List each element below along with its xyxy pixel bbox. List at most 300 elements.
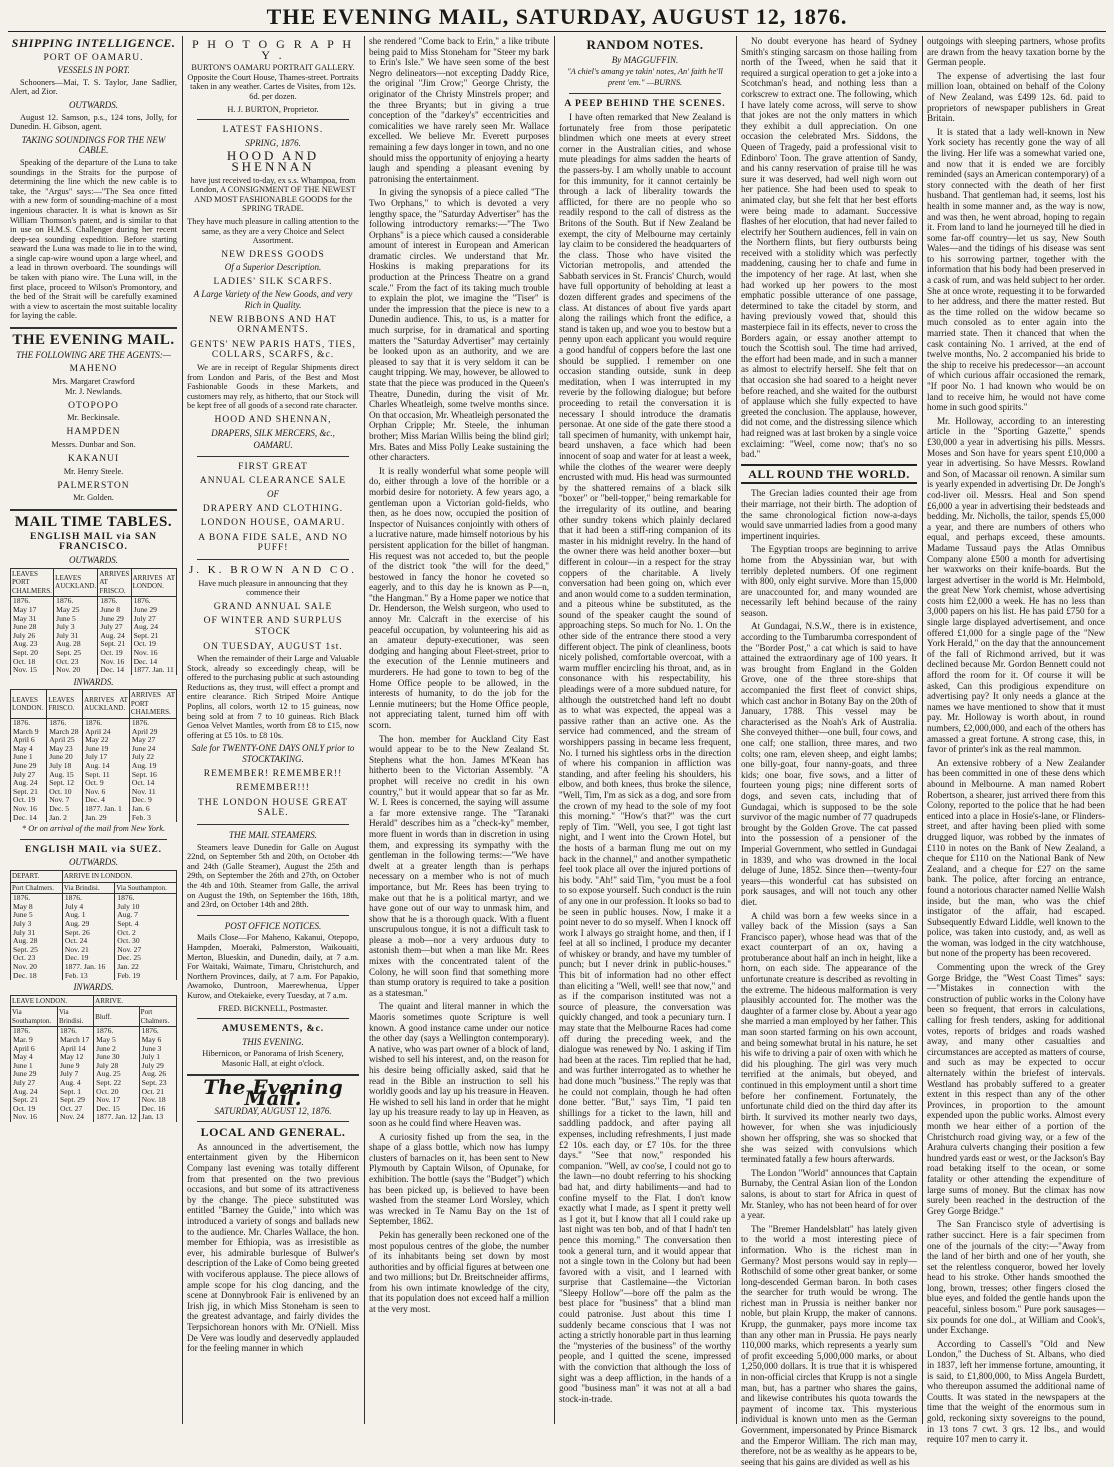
table-cell: Aug. 24	[11, 779, 47, 788]
world-heading: ALL ROUND THE WORLD.	[748, 466, 910, 481]
column-2	[183, 36, 363, 1424]
table-cell: May 8	[11, 903, 63, 912]
table-row	[11, 894, 177, 903]
table-cell: June 5	[54, 615, 98, 624]
table-cell: July 22	[129, 753, 176, 762]
winter-stock: OF WINTER AND SURPLUS STOCK	[203, 616, 343, 637]
divider	[197, 915, 349, 916]
clearance-sale: ANNUAL CLEARANCE SALE	[199, 476, 347, 487]
table-cell: Oct. 10	[47, 788, 83, 797]
suez-inwards-table	[10, 995, 177, 1122]
table-cell: March 17	[57, 1036, 93, 1045]
agents-label: THE FOLLOWING ARE THE AGENTS:—	[16, 349, 171, 360]
divider	[197, 824, 349, 825]
dress-goods: NEW DRESS GOODS	[221, 249, 325, 260]
table-cell: Sept. 25	[11, 946, 63, 955]
table-row	[11, 946, 177, 955]
grand-sale: GRAND ANNUAL SALE	[213, 601, 333, 612]
table-cell: Sept. 23	[139, 1079, 176, 1088]
table-cell: Oct. 21	[139, 1088, 176, 1097]
article-paragraph: No doubt everyone has heard of Sydney Smith's stinging sarcasm on those hailing from north of the Tweed, when he said that it required a surgical operation to get a joke into a Scotchman's head, and nothing less than a corkscrew to extract one. The following, which I have lately come across, will serve to show that jokes are not the only matters in which they exhibit a dull appreciation. On one occasion the celebrated Mrs. Siddons, the Queen of Tragedy, paid a professional visit to Edinboro' Toon. The grave attention of Sandy, and his canny reservation of praise till he was sure it was deserved, had well nigh worn out her patience. She had been used to speak to animated clay, but she felt that her best efforts were being made to adamant. Successive flashes of her elocution, that had never failed to electrify her Southern audiences, fell in vain on the Northern flints, but fiery outbursts being received with a stolidity which was perfectly maddening, causing her to chafe and fume in the impotency of her rage. At last, when she had worked up her powers to the most emphatic possible utterance of one passage, determined to take the citadel by storm, and having previously vowed that, should this masterpiece fail in its effects, never to cross the Borders again, or essay another attempt to touch the Scottish soul. The time had arrived, the effort had been made, and in such a manner as almost to electrify herself. She felt that on that occasion she had soared to a height never before reached, and she waited for the outburst of applause which she fully expected to have greeted the conclusion. The applause, however, did not come, and the distressing silence which had reigned was at last broken by a single voice exclaiming: "Weel, come now; that's no so bad."	[741, 36, 917, 460]
table-cell: Sept. 25	[54, 649, 98, 658]
tuesday: ON TUESDAY, AUGUST 1st.	[203, 641, 343, 652]
table-cell: June 24	[129, 745, 176, 754]
table-cell: July 27	[131, 615, 176, 624]
agent-place: HAMPDEN	[66, 427, 121, 438]
table-cell: Oct. 20	[94, 1088, 140, 1097]
table-cell: July 28	[94, 1062, 140, 1071]
table-cell: Nov. 6	[83, 788, 130, 797]
hood-heading: HOOD AND SHENNAN	[226, 148, 320, 174]
article-paragraph: The San Francisco style of advertising is rather succinct. Here is a fair specimen from one of the journals of the city:—"Away from the land of her birth and one of her youth, she set the relentless conqueror, bowed her lovely head to his stroke. Other hands smoothed the long, brown, tresses; other fingers closed the blue eyes, and folded the gentle hands upon the peaceful, sinless bosom." Pure pork sausages—six pounds for one dol., at William and Cook's, under Exchange.	[927, 1219, 1105, 1336]
table-cell: Sept. 20	[11, 649, 54, 658]
sf-inwards-table	[10, 689, 177, 822]
cable-text: Speaking of the departure of the Luna to take soundings in the Straits for the purpose of determining the line which the new cable is to take, the "Argus" says:—"The Sea once fitted with a new form of sounding-machine of a most ingenious character. It is what is known as Sir William Thomson's patent, and is similar to that in use on H.M.S. Challenger during her recent deep-sea sounding expedition. Before starting seaward the Luna was made to lie in to the wind, a single cap-wire wound upon a large wheel, and a lead in thrown overboard. The soundings will be taken with piano wire. The Luna will, in the first place, proceed to Wilson's Promontory, and the bed of the Strait will be carefully examined with a view to ascertain the most suitable locality for laying the cable.	[10, 157, 177, 321]
table-cell: Aug. 25	[94, 1070, 140, 1079]
sf-inwards: INWARDS.	[73, 676, 114, 687]
table-cell: Jan. 2	[47, 814, 83, 823]
table-row	[11, 920, 177, 929]
table-cell: Dec. 14	[131, 658, 176, 667]
column-3	[365, 36, 553, 1424]
table-cell: Oct. 18	[11, 658, 54, 667]
table-cell: 1877. Jan. 1	[83, 805, 130, 814]
article-paragraph: A child was born a few weeks since in a valley back of the Mission (says a San Francisco paper), whose head was that of the exact counterpart of an ox, having a protuberance about half an inch in height, like a horn, on each side. The appearance of the unfortunate creature is described as revolting in the extreme. The hideous malformation is very plausibly accounted for. The mother was the daughter of a farmer close by. About a year ago she married a man employed by her father. This man soon started farming on his own account, and being somewhat brutal in his nature, he set his wife to driving a pair of oxen with which he did his ploughing. The girl was very much terrified at the animals, but obeyed, and continued in this employment until a short time before her confinement. Fortunately, the unfortunate child died on the third day after its birth. It survived its mother nearly two days, however, for when she was injudiciously shown her offspring, she was so shocked that she was seized with convulsions which terminated fatally a few hours afterwards.	[741, 910, 917, 1165]
table-cell: April 6	[11, 1045, 58, 1054]
table-cell: Dec. 16	[139, 1105, 176, 1114]
table-cell: June 8	[98, 606, 131, 615]
epigraph: "A chiel's amang ye takin' notes, An' faith he'll prent 'em." —BURNS.	[567, 67, 723, 87]
table-cell: Aug. 24	[131, 623, 176, 632]
hats: GENTS' NEW PARIS HATS, TIES, COLLARS, SCARFS, &c.	[190, 339, 356, 361]
outwards-label: OUTWARDS.	[68, 99, 119, 110]
table-cell: June 29	[98, 615, 131, 624]
table-cell: Aug. 29	[62, 920, 114, 929]
sf-outwards-table	[10, 568, 177, 675]
brown-text: Have much pleasure in announcing that they commence their	[198, 578, 348, 598]
first-great: FIRST GREAT	[238, 461, 308, 472]
table-header-cell: ARRIVES AT FRISCO.	[98, 568, 131, 597]
agent-place: KAKANUI	[67, 454, 120, 464]
table-cell: Dec. 19	[62, 954, 114, 963]
table-row	[11, 1113, 177, 1122]
divider	[197, 1121, 349, 1122]
table-cell: May 25	[54, 606, 98, 615]
table-cell: Sept. 22	[94, 1079, 140, 1088]
table-row	[11, 666, 177, 675]
mail-tables-heading: MAIL TIME TABLES.	[14, 514, 173, 531]
article-paragraph: An extensive robbery of a New Zealander has been committed in one of these dens which abound in Melbourne. A man named Robert Robertson, a shearer, just arrived there from this Colony, reported to the police that he had been enticed into a place in Hosie's-lane, or Flinders-street, and after having been plied with some drugged liquor, was robbed by the inmates of £110 in notes on the Bank of New Zealand, a cheque for £110 on the National Bank of New Zealand, and a cheque for £27 on the same bank. The police, after forcing an entrance, found a notorious character named Nellie Walsh inside, but the man, who was the chief instigator of the affair, had escaped. Subsequently Edward Liddle, well known to the police, was taken into custody, and, as well as the woman, was lodged in the city watchhouse, but none of the property has been recovered.	[927, 757, 1105, 959]
article-paragraph: According to Cassell's "Old and New London," the Duchess of St. Albans, who died in 1837, left her immense fortune, amounting, it is said, to £1,800,000, to Miss Angela Burdett, who thereupon assumed the additional name of Coutts. It was stated in the newspapers at the time that the weight of the enormous sum in gold, reckoning sixty sovereigns to the pound, in 13 tons 7 cwt. 3 qrs. 12 lbs., and would require 107 men to carry it.	[927, 1338, 1105, 1445]
post-heading: POST OFFICE NOTICES.	[224, 920, 322, 931]
table-cell: July 18	[47, 762, 83, 771]
agents-list	[10, 364, 177, 503]
table-cell: Oct. 30	[115, 937, 177, 946]
sf-heading: ENGLISH MAIL via SAN FRANCISCO.	[30, 531, 157, 553]
port-heading: PORT OF OAMARU.	[43, 52, 144, 63]
table-cell: April 14	[57, 1045, 93, 1054]
table-header-cell: LEAVES FRISCO.	[47, 690, 83, 719]
remember-2: REMEMBER!!!	[236, 783, 310, 794]
article-paragraph: The Egyptian troops are beginning to arrive home from the Abyssinian war, but with terribly depleted numbers. Of one regiment with 800, only eight survive. More than 15,000 are unaccounted for, and many wounded are necessarily left behind because of the rainy season.	[741, 544, 917, 618]
table-cell: April 25	[47, 736, 83, 745]
table-cell: Nov. 11	[129, 788, 176, 797]
suez-outwards-table	[10, 870, 177, 980]
table-cell: Oct. 24	[62, 937, 114, 946]
table-cell: June 28	[11, 623, 54, 632]
table-cell: Dec. 18	[11, 972, 63, 981]
article-paragraph: she rendered "Come back to Erin," a like tribute being paid to Miss Stoneham for "Steer my bark to Erin's Isle." We have seen some of the best Negro delineators—not excepting Daddy Rice, the original "Jim Crow;" George Christy, the originator of the Christy Minstrels proper; and the three Bryants; but in giving a true conception of the "darkey's" eccentricities and comicalities we have rarely seen Mr. Wallace excelled. We believe Mr. Everett purposes remaining a few days longer in town, and no one should miss the opportunity of enjoying a hearty laugh and spending a pleasant evening by patronising the entertainment.	[369, 36, 549, 184]
hood-sign: HOOD AND SHENNAN,	[214, 415, 332, 425]
hood-sign-3: OAMARU.	[253, 440, 293, 451]
table-cell: Feb. 3	[129, 814, 176, 823]
table-cell: July 3	[54, 623, 98, 632]
table-cell: 1876.	[83, 719, 130, 728]
divider	[197, 1018, 349, 1019]
article-paragraph: The London "World" announces that Captain Burnaby, the Central Asian lion of the London salons, is about to start for Africa in quest of Mr. Stanley, who has not been heard of for over a year.	[741, 1167, 917, 1221]
amusements-heading: AMUSEMENTS, &c.	[221, 1024, 325, 1035]
table-cell: Nov. 16	[131, 649, 176, 658]
table-cell: Nov. 16	[98, 658, 131, 667]
london-house: LONDON HOUSE, OAMARU.	[200, 518, 346, 529]
table-header-cell: ARRIVES AT LONDON.	[131, 568, 176, 597]
table-cell: Jan. 22	[115, 963, 177, 972]
table-cell: June 3	[139, 1045, 176, 1054]
silk-scarfs: LADIES' SILK SCARFS.	[213, 276, 333, 287]
table-header-cell: Port Chalmers.	[139, 1007, 176, 1027]
steamers-heading: THE MAIL STEAMERS.	[228, 830, 318, 840]
cable-heading: TAKING SOUNDINGS FOR THE NEW CABLE.	[21, 134, 166, 156]
hood-text-2: They have much pleasure in calling attention to the same, as they are a very Choice and Select Assortment.	[187, 216, 359, 246]
table-cell: Aug. 15	[47, 771, 83, 780]
table-cell: May 6	[139, 1036, 176, 1045]
article-paragraph: In giving the synopsis of a piece called "The Two Orphans," to which is devoted a very lengthy space, the "Saturday Advertiser" has the following introductory remarks:—"The Two Orphans" is a piece which caused a considerable amount of interest in European and American dramatic circles. We understand that Mr. Hoskins is making preparations for its production at the Princess Theatre on a grand scale." From the fact of its taking much trouble to explain the plot, we imagine the "Tiser" is under the impression that the piece is new to a Dunedin audience. This, to us, is a matter for much surprise, for in dramatical and sporting matters the "Saturday Advertiser" may certainly be looked upon as an authority, and we are pleased to say that it is very seldom it can be caught tripping. We may, however, be allowed to state that the piece was produced in the Queen's Theatre, Dunedin, during the visit of Mr. Charles Wheatleigh, some twelve months since. On that occasion, Mr. Wheatleigh personated the Orphan Cripple; Mr. Steele, the inhuman brother; Miss Marian Willis being the blind girl; Mrs. Bates and Miss Polly Leake sustaining the other characters.	[369, 187, 549, 463]
table-cell: Sept. 1	[57, 1088, 93, 1097]
sf-outwards: OUTWARDS.	[68, 554, 119, 565]
table-cell: 1876.	[11, 1027, 58, 1036]
table-header-cell: ARRIVES AT AUCKLAND.	[83, 690, 130, 719]
table-cell: Oct. 19	[98, 649, 131, 658]
amusements-text: Hibernicon, or Panorama of Irish Scenery, Masonic Hall, at eight o'clock.	[202, 1049, 344, 1068]
peep-heading: A PEEP BEHIND THE SCENES.	[564, 99, 726, 110]
table-cell: Nov. 17	[94, 1096, 140, 1105]
steamers-text: Steamers leave Dunedin for Galle on August 22nd, on September 5th and 20th, on October 4th and 24th (Galle Steamer), August the 25th and 29th, on September the 26th and 27th, on October the 4th and 10th. Steamer from Galle, the arrival on August the 19th, on September the 16th, 18th, and 23rd, on October 14th and 28th.	[187, 842, 359, 910]
table-cell: Nov. 24	[57, 1113, 93, 1122]
table-cell: May 23	[47, 745, 83, 754]
table-cell: Nov. 16	[11, 805, 47, 814]
dress-sub: Of a Superior Description.	[224, 262, 322, 273]
table-row	[11, 903, 177, 912]
table-header-cell: Bluff.	[94, 1007, 140, 1027]
table-cell: 1876.	[11, 719, 47, 728]
table-cell: July 29	[139, 1062, 176, 1071]
table-cell: Sept. 21	[131, 632, 176, 641]
photo-heading: P H O T O G R A P H Y .	[191, 37, 355, 62]
table-cell: Dec. 25	[115, 954, 177, 963]
table-cell: Aug. 4	[57, 1079, 93, 1088]
table-cell: July 27	[11, 1079, 58, 1088]
table-cell: June 1	[11, 753, 47, 762]
column-4	[555, 36, 735, 1424]
table-cell: July 27	[98, 623, 131, 632]
table-header-cell: Via Southampton.	[115, 882, 177, 894]
agent-names: Messrs. Dunbar and Son.	[51, 440, 136, 449]
table-cell: April 24	[83, 728, 130, 737]
table-cell: Dec. 14	[11, 814, 47, 823]
random-notes-heading: RANDOM NOTES.	[586, 37, 704, 52]
table-cell: Mar. 9	[11, 1036, 58, 1045]
table-cell: June 29	[131, 606, 176, 615]
column-1	[6, 36, 181, 1424]
table-cell: Oct. 9	[83, 779, 130, 788]
sf-note: * Or on arrival of the mail from New York.	[21, 824, 166, 834]
table-cell: Nov. 20	[54, 666, 98, 675]
table-cell: June 1	[11, 1062, 58, 1071]
bona-fide: A BONA FIDE SALE, AND NO PUFF!	[198, 532, 348, 554]
post-text: Mails Close—For Maheno, Kakanui, Otepopo, Hampden, Moeraki, Palmerston, Waikouaiti, Merton, Blueskin, and Dunedin, daily, at 7 a.m. For Waitaki, Waimate, Timaru, Christchurch, and Northern Provinces, daily, at 7 a.m. For Papakio, Awamoko, Duntroon, Maerewhenua, Upper Kurow, and Otekaieke, every Tuesday, at 7 a.m.	[187, 933, 359, 1000]
table-row	[11, 911, 177, 920]
table-cell: Jan. 6	[129, 805, 176, 814]
paper-title: The Evening Mail.	[203, 1075, 343, 1111]
table-cell: June 19	[83, 745, 130, 754]
table-cell: 1876.	[11, 894, 63, 903]
table-cell: June 5	[11, 911, 63, 920]
table-cell: Nov. 18	[139, 1096, 176, 1105]
agent-place: MAHENO	[69, 364, 118, 375]
paper-date: SATURDAY, AUGUST 12, 1876.	[214, 1105, 332, 1116]
table-cell: July 4	[62, 903, 114, 912]
table-cell: April 6	[11, 736, 47, 745]
table-cell: 1876.	[129, 719, 176, 728]
table-cell: Dec. 15	[94, 1105, 140, 1114]
article-paragraph: Commenting upon the wreck of the Grey Gorge Bridge, the "West Coast Times" says:—"Mistakes in connection with the construction of public works in the Colony have been so frequent, that errors in calculations, calling for fresh tenders, asking for additional votes, reports of bridges and roads washed away, and many other casualties and circumstances are accepted as matters of course, and such as may be expected to occur alternately within the briefest of intervals. Westland has probably suffered to a greater extent in this respect than any of the other Provinces, in proportion to the amount expended upon the public works. Almost every month we hear either of a portion of the Christchurch road giving way, or a few of the Arahura culverts changing their position a few hundred yards east or west, or the Jackson's Bay road betaking itself to the ocean, or some fatality or other attending the expenditure of large sums of money. But the climax has now surely been reached in the destruction of the Grey Gorge Bridge."	[927, 962, 1105, 1216]
article-paragraph: A curiosity fished up from the sea, in the shape of a glass bottle, which now has lumpy clusters of barnacles on it, has been sent to New Plymouth by Captain Wilson, of Opunake, for exhibition. The bottle (says the "Budget") which has been picked up, is believed to have been washed from the steamer Lord Worsley, which was wrecked in Te Namu Bay on the 1st of September, 1862.	[369, 1131, 549, 1227]
local-heading: LOCAL AND GENERAL.	[200, 1125, 346, 1140]
table-cell: 1877. Jan. 11	[131, 666, 176, 675]
table-cell: July 26	[11, 632, 54, 641]
table-cell: Nov. 21	[62, 946, 114, 955]
outwards-text: August 12. Samson, p.s., 124 tons, Jolly, for Dunedin. H. Gibson, agent.	[10, 112, 177, 132]
this-evening: THIS EVENING.	[242, 1036, 304, 1047]
table-cell: 1877. Jan. 16	[62, 963, 114, 972]
table-cell: May 4	[11, 1053, 58, 1062]
table-cell: March 28	[47, 728, 83, 737]
table-cell: Sept. 11	[83, 771, 130, 780]
table-cell: Dec. 9	[129, 796, 176, 805]
table-row	[11, 972, 177, 981]
column-5	[737, 36, 921, 1467]
table-cell: Aug. 24	[11, 1088, 58, 1097]
ribbons: NEW RIBBONS AND HAT ORNAMENTS.	[209, 314, 337, 336]
table-cell: May 22	[83, 736, 130, 745]
table-cell: Sept. 21	[98, 640, 131, 649]
table-cell: Sept. 21	[11, 788, 47, 797]
agent-names: Mrs. Margaret Crawford Mr. J. Newlands.	[52, 376, 135, 396]
table-cell: Feb. 19	[115, 972, 177, 981]
table-cell: May 17	[11, 606, 54, 615]
table-cell: Sept. 29	[57, 1096, 93, 1105]
table-cell: Aug. 28	[54, 640, 98, 649]
table-cell: Aug. 19	[129, 762, 176, 771]
table-header-cell: ARRIVE IN LONDON.	[62, 870, 176, 882]
table-cell: July 17	[83, 753, 130, 762]
spring-label: SPRING, 1876.	[245, 137, 301, 148]
world-heading-box	[741, 464, 917, 485]
table-cell: May 12	[57, 1053, 93, 1062]
article-paragraph: It is really wonderful what some people will do, either through a love of the horrible or a morbid desire for notoriety. A few years ago, a gentleman upon a Victorian gold-fields, who then, as he does now, occupied the position of Inspector of Nuisances conjointly with others of a lucrative nature, made himself notorious by his persistent application for the billet of hangman. His request was not acceded to, but the people of the district took "the will for the deed," bestowed in fancy the honor he coveted so eagerly, and to this day he is known as P—n, "the Hangman." By a Home paper we notice that Dr. Henderson, the Welsh surgeon, who used to annoy Mr. Calcraft in the exercise of his peaceful occupation, by volunteering his aid as an amateur deputy-executioner, was seen dodging and hanging about Fleet-street, prior to the execution of the Lennie mutineers and murderers. He had gone to town to beg of the Home Office people to be allowed, in the interests of humanity, to do the job for the Lennie mutineers; but the Home Office people, not appreciating talent, turned him off with scorn.	[369, 465, 549, 730]
article-paragraph: The "Bremer Handelsblatt" has lately given to the world a most interesting piece of information. Who is the richest man in Germany? Most persons would say in reply—Rothschild of some other great banker, or some long-descended German baron. In both cases the searcher for truth would be wrong. The richest man in Prussia is neither banker nor noble, but plain Krupp, the maker of cannons. Krupp, the gunmaker, pays more income tax than any other man in Prussia. He pays nearly 110,000 marks, which represents a yearly sum of profit exceeding 5,000,000 marks, or about 1,250,000 dollars. It is true that it is whispered in non-official circles that Krupp is not a single man, but, has a partner who shares the gains, and likewise contributes his quota towards the payment of income tax. This mysterious individual is known unto men as the German Government, impersonated by Prince Bismarck and the Emperor William. The rich man may, therefore, not be as wealthy as he appears to be, seeing that his gains are divided as well as his	[741, 1223, 917, 1467]
table-header-cell: Port Chalmers.	[11, 882, 63, 894]
table-cell: May 31	[11, 615, 54, 624]
drapery: DRAPERY AND CLOTHING.	[202, 503, 344, 514]
table-header-cell: LEAVES AUCKLAND.	[54, 568, 98, 597]
article-paragraph: At Gundagai, N.S.W., there is in existence, according to the Tumbarumba correspondent of the "Border Post," a cat which is said to have attained the extraordinary age of 100 years. It was brought from England in the Golden Grove, one of the three store-ships that accompanied the first fleet of convict ships, which cast anchor in Botany Bay on the 20th of January, 1788. This vessel may be characterised as the Noah's Ark of Australia. She conveyed thither—one bull, four cows, and one calf; one stallion, three mares, and two colts; one ram, eleven sheep, and eight lambs; one billy-goat, four nanny-goats, and three kids; one boar, five sows, and a litter of fourteen young pigs; nine different sorts of dogs, and seven cats, including that of Gundagai, which is supposed to be the sole survivor of the magic number of 77 quadrupeds brought by the Golden Grove. The cat passed into the possession of a pensioner of the Imperial Government, who settled in Gundagai in 1839, and who was drowned in the local deluge of June, 1852. Since then—twenty-four years—this wonderful cat has subsisted on pork sausages, and will not touch any other diet.	[741, 621, 917, 907]
table-cell: May 5	[94, 1036, 140, 1045]
table-cell: Oct. 19	[11, 1105, 58, 1114]
table-header-cell: LEAVES PORT CHALMERS.	[11, 568, 54, 597]
table-cell: Sept. 26	[62, 929, 114, 938]
great-sale: THE LONDON HOUSE GREAT SALE.	[198, 797, 348, 819]
evening-mail-heading: THE EVENING MAIL.	[12, 332, 175, 349]
article-paragraph: outgoings with sleeping partners, whose profits are drawn from the heavy taxation borne by the German people.	[927, 36, 1105, 68]
table-header-cell: Via Southampton.	[11, 1007, 58, 1027]
table-cell: July 3	[11, 920, 63, 929]
table-cell: Aug. 1	[62, 911, 114, 920]
of-label: OF	[267, 488, 279, 499]
hood-text: have just received to-day, ex s.s. Whampoa, from London, A CONSIGNMENT OF THE NEWEST AND MOST FASHIONABLE GOODS for the SPRING TRADE.	[190, 175, 356, 214]
table-cell: 1876.	[47, 719, 83, 728]
table-cell: 1876.	[57, 1027, 93, 1036]
table-cell: Dec. 5	[47, 805, 83, 814]
table-header-cell: DEPART.	[11, 870, 63, 882]
hood-body: We are in receipt of Regular Shipments direct from London and Paris, of the Best and Most Fashionable Goods in these Markets, and customers may rely, as hitherto, that our Stock will be kept free of all goods of a second rate character.	[187, 363, 359, 411]
sale-for: Sale for TWENTY-ONE DAYS ONLY prior to STOCKTAKING.	[191, 743, 355, 765]
table-cell: Aug. 24	[98, 632, 131, 641]
table-cell: Sept. 16	[129, 771, 176, 780]
table-cell: Jan. 13	[139, 1113, 176, 1122]
table-cell: July 7	[57, 1070, 93, 1079]
table-header-cell: LEAVES LONDON.	[11, 690, 47, 719]
table-cell: Dec. 4	[83, 796, 130, 805]
local-text: As announced in the advertisement, the entertainment given by the Hibernicon Company last evening was totally different from that presented on the two previous occasions, and but some of its attractiveness by the change. The piece substituted was entitled "Barney the Guide," into which was introduced a variety of songs and ballads new to the audience. Mr. Charles Wallace, the hon. member for Ethiopia, was as irresistible as ever, his admirable burlesque of Bulwer's description of the Lake of Como being greeted with vociferous applause. The piece allows of ample scope for his clog dancing, and the scene at Donnybrook Fair is enlivened by an Irish jig, in which Miss Stoneham is seen to the greatest advantage, and fairly divides the Terpsichorean honors with Mr. O'Niell. Miss De Vere was loudly and deservedly applauded for the feeling manner in which	[187, 1141, 359, 1354]
table-cell: July 10	[115, 903, 177, 912]
suez-outwards: OUTWARDS.	[68, 857, 119, 868]
divider	[197, 456, 349, 457]
table-cell: April 29	[129, 728, 176, 737]
article-paragraph: Mr. Holloway, according to an interesting article in the "Sporting Gazette," spends £30,000 a year in advertising his pills. Messrs. Moses and Son have for years spent £10,000 a year in advertising. So have Messrs. Rowland and Son, of Macassar oil renown. A similar sum is yearly expended in advertising Dr. De Jongh's cod-liver oil. Messrs. Heal and Son spend £6,000 a year in advertising their bedsteads and bedding. Mr. Nicholls, the tailor, spends £5,000 a year, and there are numbers of others who equal, and perhaps exceed, these amounts. Madame Tussaud pays the Atlas Omnibus Company alone £500 a month for advertising her waxworks on their knife-boards. But the largest advertiser in the world is Mr. Helmbold, the great New York chemist, whose advertising costs him £2,000 a week. He has no less than 3,000 papers on his list. He has paid £750 for a single large displayed advertisement, and once offered £1,000 for a single page of the "New York Herald," on the day that the announcement of the fall of Richmond arrived, but it was declined because Mr. Gordon Bennett could not afford the room for it. Of course it will be asked, Can this prodigious expenditure on advertising pay? It only needs a glance at the names we have mentioned to show that it must pay. Mr. Holloway is worth about, in round numbers, £2,000,000, and each of the others has amassed a great fortune. A strong case, this, in favor of printer's ink as the real mammon.	[927, 415, 1105, 755]
vessels-text: Schooners—Mai, T. S. Taylor, Jane Sadlier, Alert, ad Zior.	[10, 77, 177, 97]
table-cell: July 31	[11, 929, 63, 938]
divider	[197, 119, 349, 120]
table-cell: Oct. 23	[54, 658, 98, 667]
table-cell: Aug. 7	[115, 911, 177, 920]
masthead: THE EVENING MAIL, SATURDAY, AUGUST 12, 1876.	[266, 4, 848, 29]
table-cell: March 9	[11, 728, 47, 737]
table-cell: 1877. Jan. 12	[94, 1113, 140, 1122]
article-paragraph: The quaint and literal manner in which the Maoris sometimes quote Scripture is well known. A good instance came under our notice the other day (says a Wellington contemporary). A native, who was part owner of a block of land, wished to sell his interest, and, on the reason for his desire being officially asked, said that he read in the Bible an instruction to sell his worldly goods and lay up his treasure in Heaven. He wished to sell his land in order that he might lay up his treasure ready to lay up in Heaven, as soon as he could find where Heaven was.	[369, 1001, 549, 1128]
shipping-heading: SHIPPING INTELLIGENCE.	[11, 36, 176, 50]
divider	[10, 327, 177, 329]
table-cell: Nov. 16	[11, 1113, 58, 1122]
masthead-rule	[8, 31, 1106, 32]
agent-place: OTOPOPO	[68, 400, 119, 411]
table-cell: June 9	[57, 1062, 93, 1071]
agent-names: Mr. Beckinsale.	[67, 413, 120, 423]
table-cell: July 27	[11, 771, 47, 780]
table-row	[11, 814, 177, 823]
hood-sign-2: DRAPERS, SILK MERCERS, &c.,	[211, 427, 335, 438]
divider	[10, 509, 177, 511]
photo-text: BURTON'S OAMARU PORTRAIT GALLERY. Opposite the Court House, Thames-street. Portraits taken in any weather. Cartes de Visites, from 12s. 6d. per dozen.	[187, 63, 359, 101]
divider	[197, 559, 349, 560]
table-cell: Oct. 23	[11, 954, 63, 963]
table-cell: Nov. 27	[115, 946, 177, 955]
article-paragraph: The hon. member for Auckland City East would appear to be to the New Zealand St. Stephens what the hon. James M'Kean has hitherto been to the Victorian Assembly. "A prophet will receive no credit in his own country," but it would appear that so far as Mr. W. I. Rees is concerned, the saying will assume a far more extensive range. The "Taranaki Herald" describes him as a "check-ky" member, more fluent in words than in discretion in using them, and expressing its sympathy with the gentleman in the following terms:—"We have dwelt at a greater length than is perhaps necessary on a member who is not of much importance, but Mr. Rees has been trying to make out that he is a political martyr, and we have gone out of our way to unmask him, and show that he is a thorough quack. With a fluent unscrupulous tongue, it is not a difficult task to please a mob—nor a very arduous duty to astonish them—but when a man like Mr. Rees mixes with the concentrated talent of the Colony, he will soon find that something more than stump oratory is required to take a position as a statesman."	[369, 733, 549, 998]
byline: By MAGGUFFIN.	[611, 54, 679, 65]
silk-sub: A Large Variety of the New Goods, and very Rich in Quality.	[193, 289, 353, 311]
table-cell: 1876.	[54, 597, 98, 606]
article-paragraph: The Grecian ladies counted their age from their marriage, not their birth. The adoption of the same chronological fiction now-a-days would save unmarried ladies from a good many impertinent inquiries.	[741, 488, 917, 541]
brown-body: When the remainder of their Large and Valuable Stock, already so exceedingly cheap, will be offered to the purchasing public at such astounding Reductions as, they trust, will effect a prompt and entire clearance. Rich Striped Moire Antique Poplins, all colors, worth 12 to 15 guineas, now being sold at from 7 to 10 guineas. Rich Black Genoa Velvet Mantles, worth from £8 to £15, now offering at £5 10s. to £8 10s.	[187, 654, 359, 740]
table-header-cell: LEAVE LONDON.	[11, 995, 94, 1007]
table-cell: June 2	[94, 1045, 140, 1054]
remember: REMEMBER! REMEMBER!!	[203, 768, 343, 779]
table-cell: May 4	[11, 745, 47, 754]
table-cell: June 30	[94, 1053, 140, 1062]
table-header-cell: ARRIVES AT PORT CHALMERS.	[129, 690, 176, 719]
suez-heading: ENGLISH MAIL via SUEZ.	[24, 844, 163, 855]
suez-inwards: INWARDS.	[73, 982, 114, 993]
table-cell: Feb. 13	[62, 972, 114, 981]
table-cell: Sept. 4	[115, 920, 177, 929]
table-cell: 1876.	[98, 597, 131, 606]
article-paragraph: I have often remarked that New Zealand is fortunately free from those peripatetic blindmen which one meets at every street corner in the Australian cities, and whose mute pleadings for alms sadden the hearts of the passers-by. I am wholly unable to account for this immunity, for it cannot certainly be through a lack of liberality towards the afflicted, for there are no people who so readily respond to the call of distress as the Britons of the South. But if New Zealand be exempt, the city of Melbourne may certainly lay claim to be considered the headquarters of the class. Those who have visited the Victorian metropolis, and attended the Sabbath services in St. Francis' Church, would have full opportunity of beholding at least a dozen different grades and specimens of the class. At distances of about five yards apart along the railings which front the edifice, a stand is taken up, and woe you to bestow but a penny upon each applicant you would require a good handful of coppers before the last one should be supplied. I remember on one occasion standing outside, sunk in deep meditation, when I was interrupted in my reverie by the following dialogue; but before proceeding to retail the conversation it is necessary I should introduce the dramatis personae. At one side of the gate there stood a tall specimen of humanity, with unkempt hair, beard unshaven, a face which had been innocent of soap and water for at least a week, while the clothes of the wearer were deeply encrusted with mud. His head was surmounted by the shattered remains of a black silk "boxer" or "bell-topper," being remarkable for the irregularity of its outline, and bearing other sundry tokens which plainly declared that it had been a stiff-ring companion of its master in his midnight revelry. In the hand of the owner there was held another boxer—but different in colour—in a respect for the stray coppers of the charitable. A lively conversation had been going on, which ever and anon would come to a sudden termination, and a piteous whine be substituted, as the sound of the speaker caught the sound of approaching steps. So much for No. 1. On the other side of the entrance there stood a very different object. The pink of cleanliness, boots nicely polished, comfortable overcoat, with a warm muffler encircling his throat, and, as in consonance with his respectability, his pleadings were of a more subdued nature, for although the outstretched hand left no doubt as to what was expected, the appeal was a passive rather than an active one. As the service had commenced, and the stream of worshippers passing in became less frequent, No. I turned his sightless orbs in the direction of where his companion in affliction was standing, and after feeling his shoulders, his elbow, and both knees, thus broke the silence, "Well, Tim, I'm as sick as a dog, and sore from the crown of my head to the sole of my foot this morning." "How's that?" was the curt reply of Tim. "Well, you see, I got tight last night, and I went into the Crown Hotel, but the hosts of a barman flung me out on my back in the channel," and another sympathetic feel took place all over the injured portions of his body. "Ah!" said Tim, "you must be a fool to so expose yourself. Such conduct is the ruin of any one in our profession. It looks so bad to be seen in public houses. Now, I make it a point never to do so myself. When I knock off work I always go straight home, and then, if I feel at all so inclined, I produce my decanter of whiskey or brandy, and have my tumbler of punch; but I never drink in public-houses." This bit of information had no other effect than eliciting a "Well, well! see that now," and as if the comparison instituted was not a source of pleasure, the conversation was quickly changed, and took a pecuniary turn. I may state that the Melbourne Races had come off during the preceding week, and the dialogue was renewed by No. 1 asking if Tim had been at the races. Tim replied that he had, and was further interrogated as to whether he had done much "business." The reply was that he could not complain, though he had often done better. "But," says Tim, "I paid ten shillings for a ticket to the lawn, hill and saddling paddock, and after paying all expenses, including refreshments, I just made £2 10s. each day, or £7 10s. for the three days." "See that now," responded his companion. "Well, av coo'se, I could not go to the lawn—no doubt referring to his shocking bad hat, and dirty habiliments—and had to confine myself to the Flat. I don't know exactly what I made, as I spent it pretty well as I got it, but I know that all I could rake up last night was ten bob, and of that I hadn't ten pence this morning." The conversation then took a general turn, and it would appear that not a single town in the Colony but had been favored with a visit, and I learned with surprise that Castlemaine—the Victorian "Sleepy Hollow"—bore off the palm as the best place for "business" that a blind man could patronise. Just about this time I suddenly became conscious that I was not acting a strictly honorable part in thus learning the "mysteries of the business" of the worthy people, and I quitted the scene, impressed with the conviction that although the loss of sight was a deep affliction, in the hands of a good "business man" it was not at all a bad stock-in-trade.	[559, 111, 731, 1404]
photo-sign: H. J. BURTON, Proprietor.	[227, 104, 319, 114]
table-header-cell: ARRIVE.	[94, 995, 177, 1007]
table-cell: June 29	[11, 762, 47, 771]
table-cell: 1876.	[115, 894, 177, 903]
article-paragraph: It is stated that a lady well-known in New York society has recently gone the way of all the living. Her life was a somewhat varied one, and now that it is ended we are forcibly reminded (says an American contemporary) of a story connected with the death of her first husband. That gentleman had, it seems, lost his health in some manner and, as the way is now, and was then, he went abroad, hoping to regain it. From land to land he journeyed till he died in some far-off country—let us say, New South Wales—and the tidings of his disease was sent to his sorrowing partner, together with the information that his body had been preserved in a cask of rum, and was held subject to her order. She at once wrote, requesting it to be forwarded to her address, and there the matter rested. But as the time rolled on the widow became so much consoled as to enter again into the married state. Then it chanced that when the cask containing No. 1 arrived, at the end of twelve months, No. 2 accompanied his bride to the ship to receive his predecessor—an account of which curious affair occasioned the remark, "If poor No. 1 had known who would be on land to receive him, he would not have come home in such good spirits."	[927, 126, 1105, 413]
table-cell: June 20	[47, 753, 83, 762]
table-cell: Aug. 26	[139, 1070, 176, 1079]
table-cell: Sept. 21	[11, 1096, 58, 1105]
article-paragraph: The expense of advertising the last four million loan, obtained on behalf of the Colony of New Zealand, was £499 12s. 6d. paid to proprietors of newspaper publishers in Great Britain.	[927, 70, 1105, 124]
table-cell: July 1	[139, 1053, 176, 1062]
table-cell: July 31	[54, 632, 98, 641]
latest-fashions: LATEST FASHIONS.	[222, 125, 324, 136]
table-cell: Oct. 27	[57, 1105, 93, 1114]
table-cell: Jan. 29	[83, 814, 130, 823]
table-cell: Nov. 15	[11, 666, 54, 675]
table-cell: 1876.	[11, 597, 54, 606]
column-6	[923, 36, 1109, 1445]
agent-names: Mr. Golden.	[73, 493, 114, 503]
table-cell: 1876.	[94, 1027, 140, 1036]
table-cell: Oct. 19	[131, 640, 176, 649]
vessels-label: VESSELS IN PORT.	[57, 65, 130, 76]
table-cell: Sept. 12	[47, 779, 83, 788]
table-cell: Aug. 23	[11, 640, 54, 649]
table-cell: Oct. 19	[11, 796, 47, 805]
table-header-cell: Via Brindisi.	[62, 882, 114, 894]
table-cell: 1876.	[131, 597, 176, 606]
divider	[20, 839, 167, 840]
table-cell: May 27	[129, 736, 176, 745]
table-cell: 1876.	[139, 1027, 176, 1036]
table-cell: Dec. 14	[98, 666, 131, 675]
table-cell: Nov. 7	[47, 796, 83, 805]
table-cell: Oct. 14	[129, 779, 176, 788]
